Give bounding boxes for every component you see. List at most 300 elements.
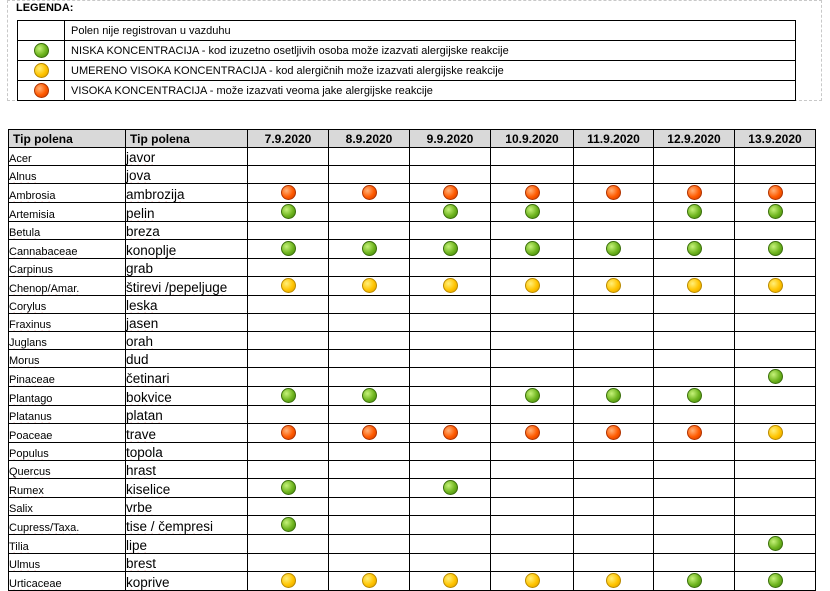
mid-concentration-dot [606,573,621,588]
latin-name-cell [9,222,126,240]
low-concentration-dot [687,241,702,256]
low-concentration-dot [768,241,783,256]
table-row [9,296,816,314]
column-header-date: 12.9.2020 [654,130,735,148]
local-name-cell [126,554,248,572]
table-row [9,148,816,166]
concentration-cell [735,166,816,184]
local-name-cell [126,166,248,184]
concentration-cell [491,516,574,535]
column-header-pollen-type: Tip polena [126,130,248,148]
column-header-date: 10.9.2020 [491,130,574,148]
concentration-cell [410,222,491,240]
table-row [9,443,816,461]
table-row [9,350,816,368]
table-row [9,387,816,406]
concentration-cell [574,387,654,406]
local-name: dud [126,352,149,367]
concentration-cell [491,203,574,222]
concentration-cell [735,572,816,591]
latin-name: Plantago [9,393,53,405]
concentration-cell [574,498,654,516]
concentration-cell [574,166,654,184]
latin-name: Rumex [9,485,44,497]
concentration-cell [735,368,816,387]
local-name-cell [126,387,248,406]
high-concentration-dot [525,185,540,200]
concentration-cell [329,479,410,498]
concentration-cell [248,443,329,461]
local-name: ambrozija [126,187,185,202]
latin-name: Urticaceae [9,578,62,590]
mid-concentration-dot [525,573,540,588]
latin-name-cell [9,184,126,203]
concentration-cell [410,387,491,406]
mid-concentration-dot [443,573,458,588]
latin-name-cell [9,166,126,184]
concentration-cell [491,148,574,166]
column-header-date: 11.9.2020 [574,130,654,148]
low-concentration-dot [768,573,783,588]
local-name: lipe [126,538,148,553]
latin-name: Chenop/Amar. [9,283,80,295]
concentration-cell [491,350,574,368]
legend-row [18,41,796,61]
latin-name-cell [9,554,126,572]
local-name: štirevi /pepeljuge [126,280,228,295]
high-concentration-dot [362,185,377,200]
latin-name: Artemisia [9,209,55,221]
table-row [9,259,816,277]
concentration-cell [329,259,410,277]
low-concentration-dot [768,536,783,551]
concentration-cell [248,332,329,350]
concentration-cell [654,516,735,535]
latin-name-cell [9,203,126,222]
concentration-cell [248,184,329,203]
concentration-cell [329,166,410,184]
concentration-cell [410,516,491,535]
low-concentration-dot [768,369,783,384]
latin-name: Morus [9,355,40,367]
concentration-cell [491,554,574,572]
concentration-cell [574,572,654,591]
concentration-cell [574,259,654,277]
concentration-cell [735,461,816,479]
concentration-cell [491,166,574,184]
latin-name: Acer [9,153,32,165]
concentration-cell [735,516,816,535]
local-name-cell [126,479,248,498]
concentration-cell [654,443,735,461]
concentration-cell [654,332,735,350]
local-name-cell [126,203,248,222]
latin-name-cell [9,424,126,443]
table-row [9,166,816,184]
local-name-cell [126,296,248,314]
local-name: koprive [126,575,170,590]
concentration-cell [329,516,410,535]
legend-row [18,81,796,101]
table-row [9,535,816,554]
concentration-cell [329,368,410,387]
local-name: pelin [126,206,155,221]
concentration-cell [248,350,329,368]
local-name: javor [126,150,156,165]
local-name: tise / čempresi [126,519,214,534]
concentration-cell [574,406,654,424]
table-row [9,424,816,443]
concentration-cell [654,203,735,222]
concentration-cell [574,332,654,350]
concentration-cell [491,406,574,424]
concentration-cell [491,222,574,240]
mid-concentration-dot [362,278,377,293]
local-name: platan [126,408,163,423]
concentration-cell [735,296,816,314]
low-concentration-dot [443,241,458,256]
concentration-cell [574,554,654,572]
concentration-cell [735,554,816,572]
mid-concentration-dot [606,278,621,293]
local-name-cell [126,368,248,387]
concentration-cell [329,277,410,296]
table-row [9,203,816,222]
concentration-cell [491,479,574,498]
concentration-cell [654,572,735,591]
concentration-cell [329,498,410,516]
concentration-cell [735,535,816,554]
concentration-cell [248,240,329,259]
high-concentration-dot [362,425,377,440]
latin-name-cell [9,148,126,166]
legend-symbol-cell [18,21,65,41]
mid-concentration-dot [34,63,49,78]
concentration-cell [491,332,574,350]
latin-name: Cannabaceae [9,246,78,258]
concentration-cell [574,516,654,535]
latin-name: Fraxinus [9,319,52,331]
high-concentration-dot [443,425,458,440]
concentration-cell [491,387,574,406]
latin-name: Populus [9,448,49,460]
concentration-cell [248,572,329,591]
concentration-cell [491,368,574,387]
table-row [9,554,816,572]
local-name: jasen [126,316,159,331]
latin-name: Juglans [9,337,47,349]
concentration-cell [654,424,735,443]
concentration-cell [329,424,410,443]
low-concentration-dot [687,388,702,403]
concentration-cell [654,148,735,166]
concentration-cell [574,479,654,498]
column-header-date: 9.9.2020 [410,130,491,148]
concentration-cell [410,461,491,479]
concentration-cell [654,368,735,387]
concentration-cell [654,166,735,184]
concentration-cell [410,259,491,277]
column-header-date: 8.9.2020 [329,130,410,148]
local-name-cell [126,350,248,368]
concentration-cell [410,554,491,572]
concentration-cell [329,332,410,350]
local-name: bokvice [126,390,172,405]
low-concentration-dot [281,388,296,403]
concentration-cell [329,222,410,240]
concentration-cell [248,406,329,424]
concentration-cell [735,479,816,498]
concentration-cell [248,259,329,277]
legend-text: Polen nije registrovan u vazduhu [65,21,796,41]
concentration-cell [329,554,410,572]
concentration-cell [410,332,491,350]
concentration-cell [410,406,491,424]
local-name-cell [126,222,248,240]
column-header-pollen-type: Tip polena [9,130,126,148]
local-name-cell [126,259,248,277]
latin-name: Corylus [9,301,47,313]
legend-table [17,20,796,101]
latin-name-cell [9,443,126,461]
concentration-cell [735,406,816,424]
low-concentration-dot [525,241,540,256]
local-name-cell [126,461,248,479]
latin-name: Quercus [9,466,51,478]
concentration-cell [410,296,491,314]
concentration-cell [329,535,410,554]
legend-text: NISKA KONCENTRACIJA - kod izuzetno osetljivih osoba može izazvati alergijske reakcije [65,41,796,61]
local-name: breza [126,224,160,239]
latin-name-cell [9,498,126,516]
concentration-cell [329,148,410,166]
concentration-cell [248,516,329,535]
latin-name: Pinaceae [9,374,55,386]
concentration-cell [491,277,574,296]
concentration-cell [491,259,574,277]
concentration-cell [654,387,735,406]
local-name-cell [126,240,248,259]
table-row [9,406,816,424]
concentration-cell [410,572,491,591]
concentration-cell [654,350,735,368]
latin-name-cell [9,296,126,314]
latin-name: Ulmus [9,559,41,571]
concentration-cell [491,572,574,591]
concentration-cell [654,240,735,259]
latin-name: Tilia [9,541,29,553]
concentration-cell [574,314,654,332]
mid-concentration-dot [281,278,296,293]
concentration-cell [248,296,329,314]
mid-concentration-dot [687,278,702,293]
concentration-cell [248,277,329,296]
concentration-cell [574,424,654,443]
concentration-cell [574,184,654,203]
high-concentration-dot [281,425,296,440]
concentration-cell [654,498,735,516]
high-concentration-dot [34,83,49,98]
legend-box [7,0,822,101]
low-concentration-dot [362,241,377,256]
low-concentration-dot [281,480,296,495]
concentration-cell [329,314,410,332]
column-header-date: 7.9.2020 [248,130,329,148]
table-row [9,222,816,240]
concentration-cell [410,443,491,461]
concentration-cell [410,277,491,296]
high-concentration-dot [281,185,296,200]
high-concentration-dot [606,185,621,200]
concentration-cell [574,277,654,296]
concentration-cell [248,368,329,387]
concentration-cell [248,203,329,222]
local-name: konoplje [126,243,177,258]
concentration-cell [248,222,329,240]
column-header-date: 13.9.2020 [735,130,816,148]
table-row [9,277,816,296]
concentration-cell [491,461,574,479]
latin-name: Platanus [9,411,52,423]
latin-name-cell [9,479,126,498]
concentration-cell [735,443,816,461]
concentration-cell [248,535,329,554]
latin-name-cell [9,535,126,554]
legend-row [18,21,796,41]
concentration-cell [574,296,654,314]
concentration-cell [654,259,735,277]
concentration-cell [574,148,654,166]
latin-name: Cupress/Taxa. [9,522,80,534]
concentration-cell [248,461,329,479]
table-row [9,572,816,591]
table-row [9,479,816,498]
concentration-cell [329,240,410,259]
concentration-cell [410,166,491,184]
latin-name-cell [9,259,126,277]
local-name-cell [126,148,248,166]
table-row [9,516,816,535]
local-name-cell [126,406,248,424]
local-name: leska [126,298,158,313]
concentration-cell [410,498,491,516]
concentration-cell [329,387,410,406]
high-concentration-dot [443,185,458,200]
table-header-row [9,130,816,148]
legend-symbol-cell [18,41,65,61]
concentration-cell [735,314,816,332]
latin-name: Salix [9,503,33,515]
table-row [9,368,816,387]
concentration-cell [654,554,735,572]
latin-name: Poaceae [9,430,53,442]
latin-name-cell [9,572,126,591]
concentration-cell [329,406,410,424]
concentration-cell [329,296,410,314]
local-name: vrbe [126,500,153,515]
concentration-cell [735,184,816,203]
latin-name: Betula [9,227,41,239]
latin-name-cell [9,461,126,479]
concentration-cell [248,498,329,516]
concentration-cell [654,296,735,314]
concentration-cell [410,240,491,259]
concentration-cell [735,350,816,368]
concentration-cell [410,535,491,554]
concentration-cell [248,424,329,443]
low-concentration-dot [281,517,296,532]
concentration-cell [329,203,410,222]
low-concentration-dot [606,388,621,403]
concentration-cell [410,368,491,387]
concentration-cell [574,240,654,259]
local-name-cell [126,184,248,203]
table-row [9,314,816,332]
pollen-table [8,129,816,591]
concentration-cell [654,535,735,554]
concentration-cell [248,387,329,406]
low-concentration-dot [687,573,702,588]
concentration-cell [491,424,574,443]
concentration-cell [735,498,816,516]
latin-name-cell [9,350,126,368]
concentration-cell [410,184,491,203]
local-name-cell [126,424,248,443]
concentration-cell [248,479,329,498]
concentration-cell [574,535,654,554]
high-concentration-dot [687,185,702,200]
low-concentration-dot [606,241,621,256]
concentration-cell [248,148,329,166]
local-name: trave [126,427,157,442]
local-name: kiselice [126,482,171,497]
concentration-cell [735,203,816,222]
latin-name-cell [9,516,126,535]
concentration-cell [654,461,735,479]
high-concentration-dot [768,185,783,200]
concentration-cell [248,314,329,332]
concentration-cell [654,406,735,424]
local-name: četinari [126,371,170,386]
concentration-cell [735,259,816,277]
high-concentration-dot [606,425,621,440]
concentration-cell [654,222,735,240]
legend-symbol-cell [18,61,65,81]
concentration-cell [735,332,816,350]
table-row [9,332,816,350]
concentration-cell [574,350,654,368]
high-concentration-dot [687,425,702,440]
concentration-cell [491,498,574,516]
concentration-cell [410,350,491,368]
mid-concentration-dot [768,425,783,440]
concentration-cell [654,277,735,296]
table-row [9,184,816,203]
concentration-cell [410,203,491,222]
table-row [9,240,816,259]
concentration-cell [248,554,329,572]
low-concentration-dot [281,241,296,256]
concentration-cell [735,424,816,443]
concentration-cell [491,296,574,314]
legend-text: VISOKA KONCENTRACIJA - može izazvati veoma jake alergijske reakcije [65,81,796,101]
latin-name-cell [9,406,126,424]
concentration-cell [574,222,654,240]
legend-symbol-cell [18,81,65,101]
local-name-cell [126,332,248,350]
legend-title: LEGENDA: [16,2,74,14]
concentration-cell [735,148,816,166]
